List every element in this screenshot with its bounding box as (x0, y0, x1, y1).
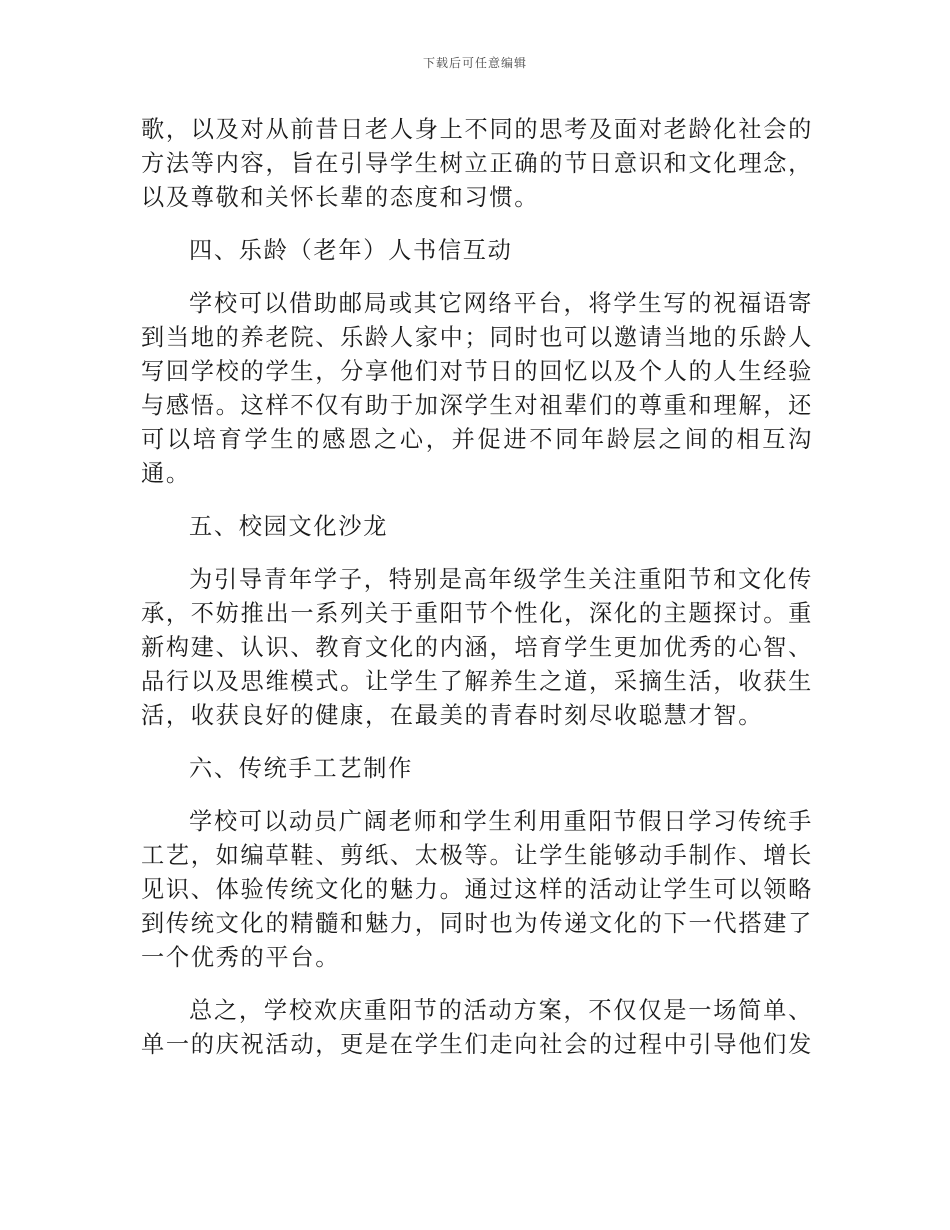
paragraph-conclusion: 总之，学校欢庆重阳节的活动方案，不仅仅是一场简单、单一的庆祝活动，更是在学生们走向社会的过程中引导他们发 (141, 997, 813, 1058)
document-body (141, 113, 813, 1062)
section-heading-4: 四、乐龄（老年）人书信互动 (189, 237, 513, 264)
section-heading-6: 六、传统手工艺制作 (189, 755, 413, 782)
paragraph-handicraft: 学校可以动员广阔老师和学生利用重阳节假日学习传统手工艺，如编草鞋、剪纸、太极等。让学生能够动手制作、增长见识、体验传统文化的魅力。通过这样的活动让学生可以领略到传统文化的精髓和魅力，同时也为传递文化的下一代搭建了一个优秀的平台。 (141, 808, 813, 971)
section-heading-5: 五、校园文化沙龙 (189, 513, 389, 540)
paragraph-culture-salon: 为引导青年学子，特别是高年级学生关注重阳节和文化传承，不妨推出一系列关于重阳节个性化，深化的主题探讨。重新构建、认识、教育文化的内涵，培育学生更加优秀的心智、品行以及思维模式。让学生了解养生之道，采摘生活，收获生活，收获良好的健康，在最美的青春时刻尽收聪慧才智。 (141, 566, 813, 729)
paragraph-letter-exchange: 学校可以借助邮局或其它网络平台，将学生写的祝福语寄到当地的养老院、乐龄人家中；同时也可以邀请当地的乐龄人写回学校的学生，分享他们对节日的回忆以及个人的人生经验与感悟。这样不仅有助于加深学生对祖辈们的尊重和理解，还可以培育学生的感恩之心，并促进不同年龄层之间的相互沟通。 (141, 290, 813, 487)
page-header: 下载后可任意编辑 (422, 56, 527, 70)
paragraph-continuation: 歌，以及对从前昔日老人身上不同的思考及面对老龄化社会的方法等内容，旨在引导学生树立正确的节日意识和文化理念，以及尊敬和关怀长辈的态度和习惯。 (141, 116, 813, 211)
